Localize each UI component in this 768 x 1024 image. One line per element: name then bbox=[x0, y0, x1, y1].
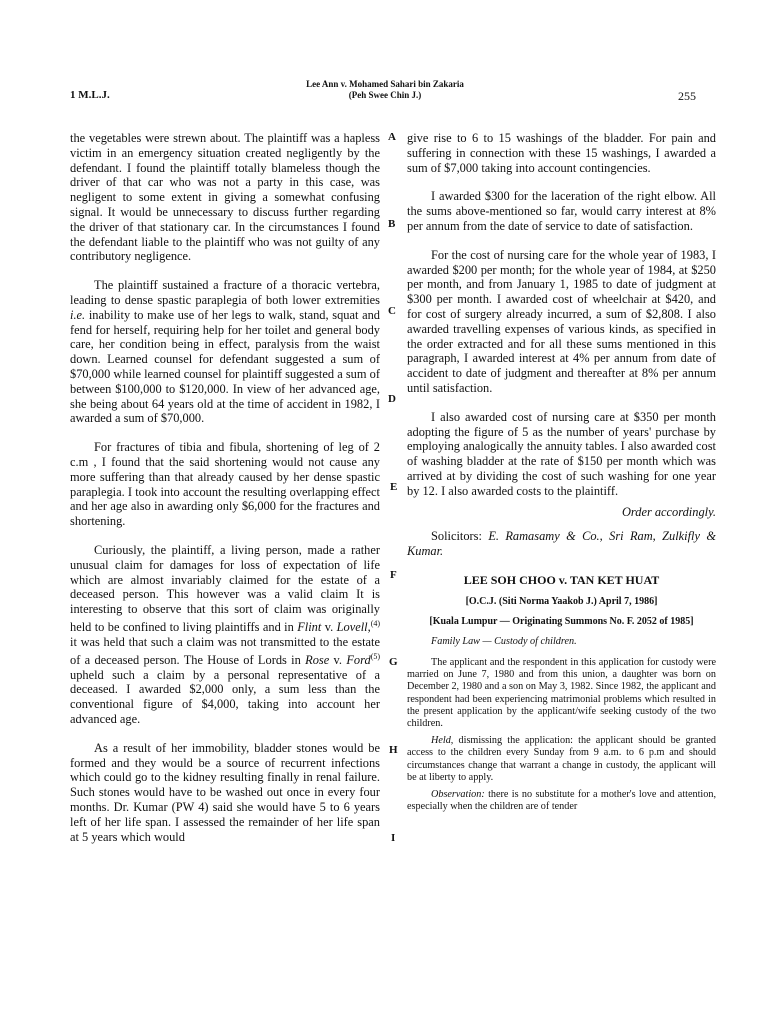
margin-letter-d: D bbox=[388, 393, 396, 405]
margin-letter-i: I bbox=[391, 832, 396, 844]
headnote-observation: Observation: there is no substitute for a mother's love and attention, especially when the children are of tender bbox=[407, 788, 716, 813]
right-column bbox=[407, 131, 716, 818]
paragraph: I also awarded cost of nursing care at $350 per month adopting the figure of 5 as the number of years' purchase by employing analogically the annuity tables. I also awarded cost of washing bladder at the rate of $150 per month which was arrived at by dividing the cost of such washing for one year by 12. I also awarded costs to the plaintiff. bbox=[407, 409, 716, 498]
paragraph: For fractures of tibia and fibula, shortening of leg of 2 c.m , I found that the said shortening would not cause any more suffering than that already caused by her dense spastic paraplegia. I took into account the resulting overlapping effect and her age also in awarding only $6,000 for the fractures and shortening. bbox=[70, 440, 380, 529]
paragraph: Curiously, the plaintiff, a living person, made a rather unusual claim for damages for loss of expectation of life which are almost invariably claimed for the estate of a deceased person. This however was a valid claim It is interesting to observe that this sort of claim was originally held to be confined to living plaintiffs and in Flint v. Lovell,$^{(4)}$ it was held that such a claim was not transmitted to the estate of a deceased person. The House of Lords in Rose v. Ford$^{(5)}$ upheld such a claim by a personal representative of a deceased. I awarded $2,000 only, a sum less than the conventional figure of $4,000, taking into account her advanced age. bbox=[70, 542, 381, 726]
paragraph: the vegetables were strewn about. The plaintiff was a hapless victim in an emergency situation created negligently by the defendant. I found the plaintiff totally blameless though the driver of that car who was not a party in this case, was negligent to some extent in giving a somewhat confusing signal. It would be unnecessary to discuss further regarding the driver of that stationary car. In the circumstances I found the defendant liable to the plaintiff who was not guilty of any contributory negligence. bbox=[70, 131, 380, 264]
margin-letter-h: H bbox=[389, 744, 398, 756]
margin-letter-f: F bbox=[390, 569, 397, 581]
case-title: LEE SOH CHOO v. TAN KET HUAT bbox=[463, 572, 660, 587]
footnote-ref: (4) bbox=[370, 618, 381, 628]
margin-letter-c: C bbox=[388, 305, 396, 317]
paragraph: The plaintiff sustained a fracture of a thoracic vertebra, leading to dense spastic paraplegia of both lower extremities i.e. inability to make use of her legs to walk, stand, squat and fend for herself, requiring help for her toilet and general body care, her condition being in effect, paralysis from the waist down. Learned counsel for defendant suggested a sum of $70,000 while learned counsel for plaintiff suggested a sum of between $100,000 to $120,000. In view of her advanced age, she being about 64 years old at the time of accident in 1982, I awarded a sum of $70,000. bbox=[70, 278, 380, 426]
margin-letter-a: A bbox=[388, 131, 396, 143]
headnote-held: Held, dismissing the application: the applicant should be granted access to the children every Sunday from 9 a.m. to 6 p.m and should circumstances change that warrant a change in custody, the applicant will be at liberty to apply. bbox=[407, 735, 716, 783]
order-line: Order accordingly. bbox=[621, 504, 716, 519]
running-header-judge: (Peh Swee Chin J.) bbox=[348, 90, 422, 100]
margin-letter-e: E bbox=[390, 481, 398, 493]
headnote-facts: The applicant and the respondent in this application for custody were married on June 7, 1980 and from this union, a daughter was born on December 2, 1980 and a son on May 3, 1982. Since 1982, the applicant and respondent had been experiencing matrimonial problems which resulted in the present application by the applicant/wife seeking custody of the two children. bbox=[407, 656, 716, 729]
page-number: 255 bbox=[678, 89, 696, 103]
footnote-ref: (5) bbox=[370, 651, 381, 661]
case-summons: [Kuala Lumpur — Originating Summons No. F. 2052 of 1985] bbox=[429, 615, 694, 627]
headnote bbox=[407, 636, 716, 814]
case-court: [O.C.J. (Siti Norma Yaakob J.) April 7, 1986] bbox=[465, 595, 658, 607]
margin-letter-b: B bbox=[388, 218, 396, 230]
left-column bbox=[70, 131, 380, 858]
journal-citation: 1 M.L.J. bbox=[70, 89, 110, 101]
running-header-case: Lee Ann v. Mohamed Sahari bin Zakaria bbox=[306, 79, 464, 89]
solicitors: Solicitors: E. Ramasamy & Co., Sri Ram, Zulkifly & Kumar. bbox=[407, 529, 716, 559]
margin-letter-g: G bbox=[389, 656, 398, 668]
paragraph: As a result of her immobility, bladder stones would be formed and they would be a source of recurrent infections which could go to the kidney resulting finally in renal failure. Such stones would have to be washed out once in every four months. Dr. Kumar (PW 4) said she would have 5 to 6 years left of her life span. I assessed the remainder of her life span at 5 years which would bbox=[70, 740, 380, 844]
running-header bbox=[270, 79, 500, 101]
paragraph: give rise to 6 to 15 washings of the bladder. For pain and suffering in connection with these 15 washings, I awarded a sum of $7,000 taking into account contingencies. bbox=[407, 131, 716, 175]
paragraph: For the cost of nursing care for the whole year of 1983, I awarded $200 per month; for the whole year of 1984, at $250 per month, and from January 1, 1985 to date of judgment at $300 per month. I awarded cost of wheelchair at $420, and for cost of surgery already incurred, a sum of $2,808. I also awarded travelling expenses of various kinds, as specified in the order extracted and for all these sums mentioned in this paragraph, I awarded interest at 4% per annum from date of accident to date of judgment and thereafter at 8% per annum until satisfaction. bbox=[407, 247, 716, 395]
paragraph: I awarded $300 for the laceration of the right elbow. All the sums above-mentioned so far, would carry interest at 8% per annum from the date of service to date of satisfaction. bbox=[407, 189, 716, 233]
headnote-topic: Family Law — Custody of children. bbox=[431, 635, 577, 647]
